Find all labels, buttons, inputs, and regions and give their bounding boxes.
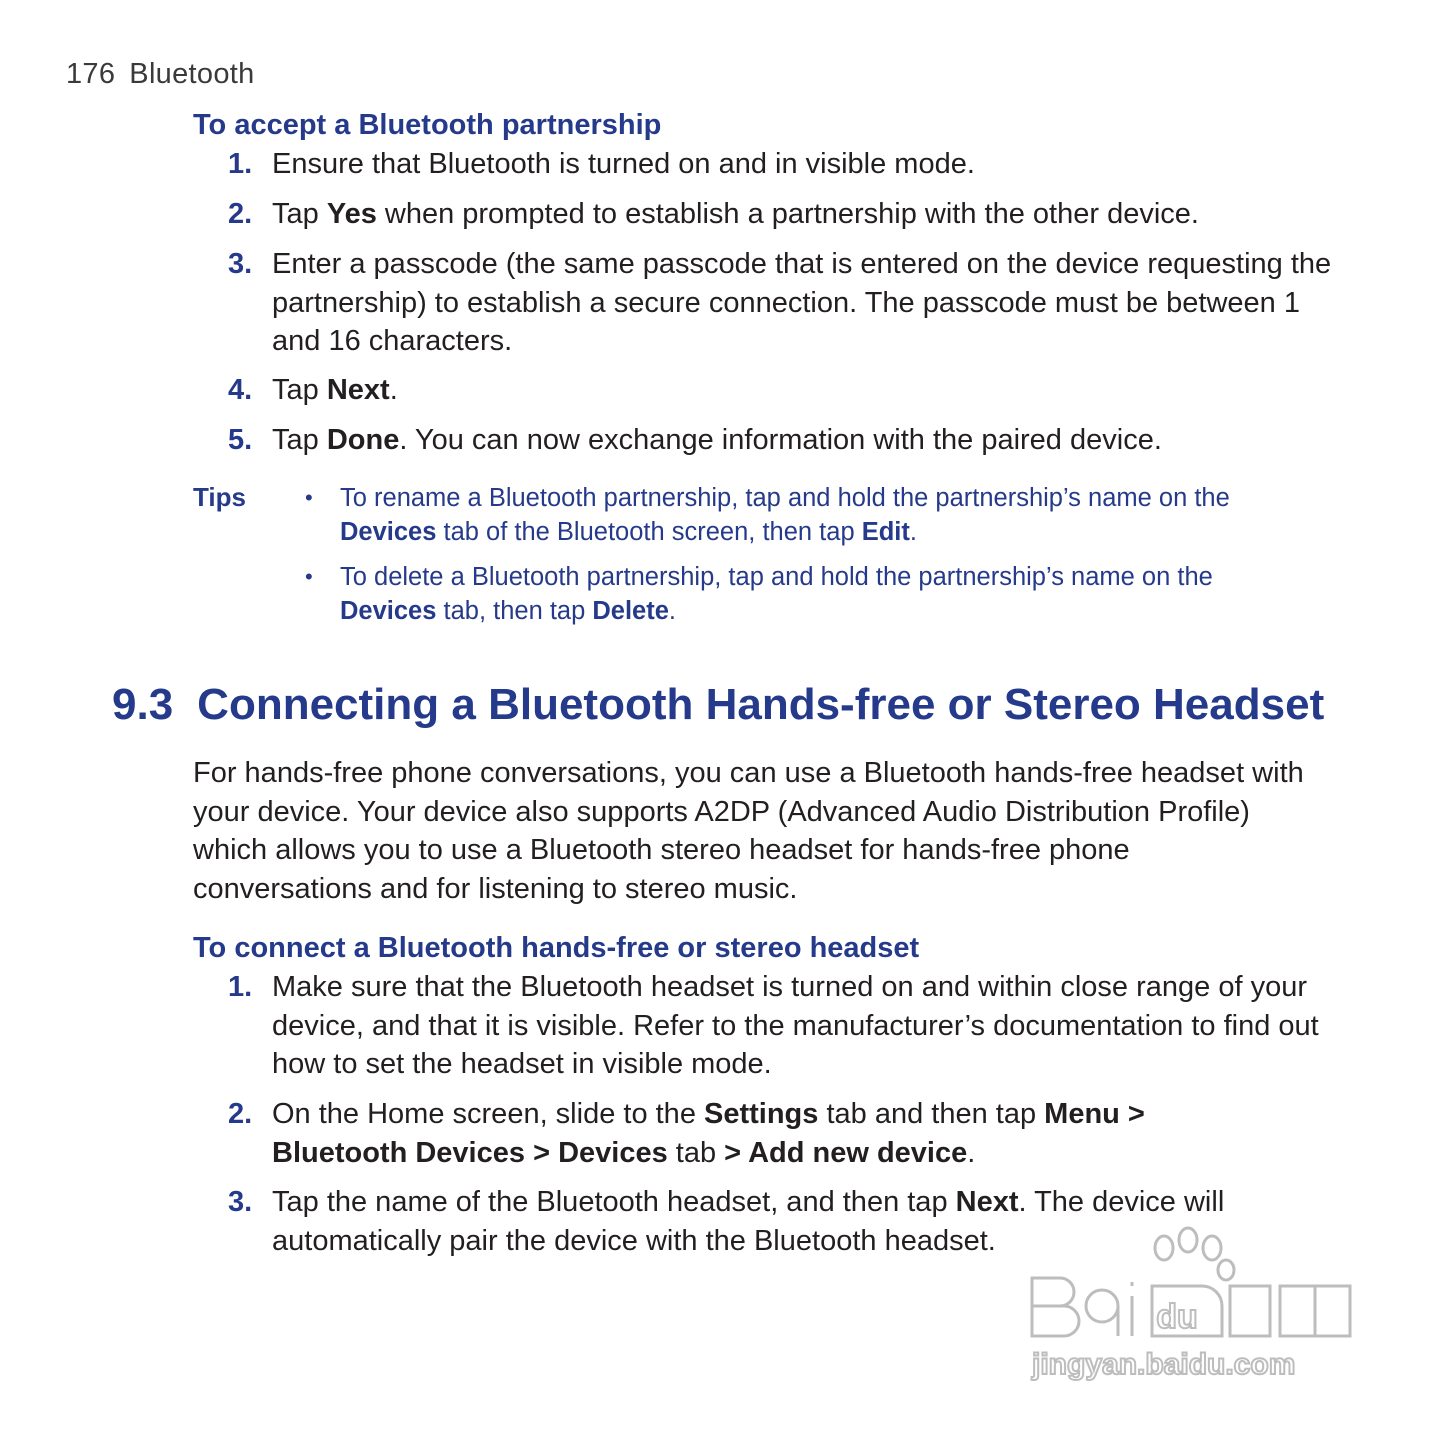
step-text: Ensure that Bluetooth is turned on and in visible mode. — [272, 148, 975, 180]
step-number: 5. — [228, 424, 253, 456]
step-text: Tap Yes when prompted to establish a partnership with the other device. — [272, 198, 1199, 230]
tips-label: Tips — [193, 482, 246, 512]
step-text: Tap the name of the Bluetooth headset, and then tap Next. The device will automatically pair the device with the Bluetooth headset. — [272, 1186, 1225, 1257]
accept-step-4 — [228, 371, 1338, 410]
section-intro: For hands-free phone conversations, you can use a Bluetooth hands-free headset with your device. Your device also supports A2DP (Advanced Audio Distribution Profile) which allows you to use a Bluetooth stereo headset for hands-free phone conversations and for listening to stereo music. — [193, 757, 1304, 906]
accept-step-1 — [228, 145, 1338, 184]
section-heading — [112, 680, 1324, 730]
step-text: Tap Done. You can now exchange information with the paired device. — [272, 424, 1162, 456]
page-header — [66, 58, 255, 91]
bullet-icon: • — [305, 485, 313, 510]
step-text: On the Home screen, slide to the Settings tab and then tap Menu > Bluetooth Devices > Devices tab > Add new device. — [272, 1098, 1145, 1169]
accept-step-2 — [228, 195, 1338, 234]
accept-step-5 — [228, 421, 1338, 460]
step-number: 1. — [228, 148, 253, 180]
accept-step-3 — [228, 245, 1338, 361]
tip-item — [305, 481, 1305, 549]
connect-step-1 — [228, 968, 1338, 1084]
baidu-watermark-logo — [1022, 1226, 1362, 1396]
tip-text: To rename a Bluetooth partnership, tap and hold the partnership’s name on the Devices tab of the Bluetooth screen, then tap Edit. — [340, 484, 1230, 546]
page-number: 176 — [66, 58, 116, 90]
tip-item — [305, 560, 1305, 628]
step-number: 2. — [228, 198, 253, 230]
step-number: 2. — [228, 1098, 253, 1130]
chapter-name: Bluetooth — [129, 58, 255, 90]
step-number: 4. — [228, 374, 253, 406]
step-text: Enter a passcode (the same passcode that is entered on the device requesting the partnership) to establish a secure connection. The passcode must be between 1 and 16 characters. — [272, 248, 1332, 357]
watermark-du-text: du — [1156, 1298, 1198, 1336]
step-text: Make sure that the Bluetooth headset is turned on and within close range of your device, and that it is visible. Refer to the manufacturer’s documentation to find out how to set the headset in visible mode. — [272, 971, 1319, 1080]
step-number: 3. — [228, 248, 253, 280]
step-number: 1. — [228, 971, 253, 1003]
tip-text: To delete a Bluetooth partnership, tap and hold the partnership’s name on the Devices tab, then tap Delete. — [340, 563, 1213, 625]
paw-icon — [1155, 1228, 1234, 1280]
step-number: 3. — [228, 1186, 253, 1218]
watermark-url: jingyan.baidu.com — [1032, 1348, 1296, 1381]
accept-procedure-title: To accept a Bluetooth partnership — [193, 109, 662, 141]
section-title: Connecting a Bluetooth Hands-free or Stereo Headset — [197, 680, 1325, 729]
connect-procedure-title: To connect a Bluetooth hands-free or stereo headset — [193, 932, 920, 964]
step-text: Tap Next. — [272, 374, 398, 406]
section-number: 9.3 — [112, 680, 174, 729]
connect-step-2 — [228, 1095, 1338, 1172]
bullet-icon: • — [305, 564, 313, 589]
